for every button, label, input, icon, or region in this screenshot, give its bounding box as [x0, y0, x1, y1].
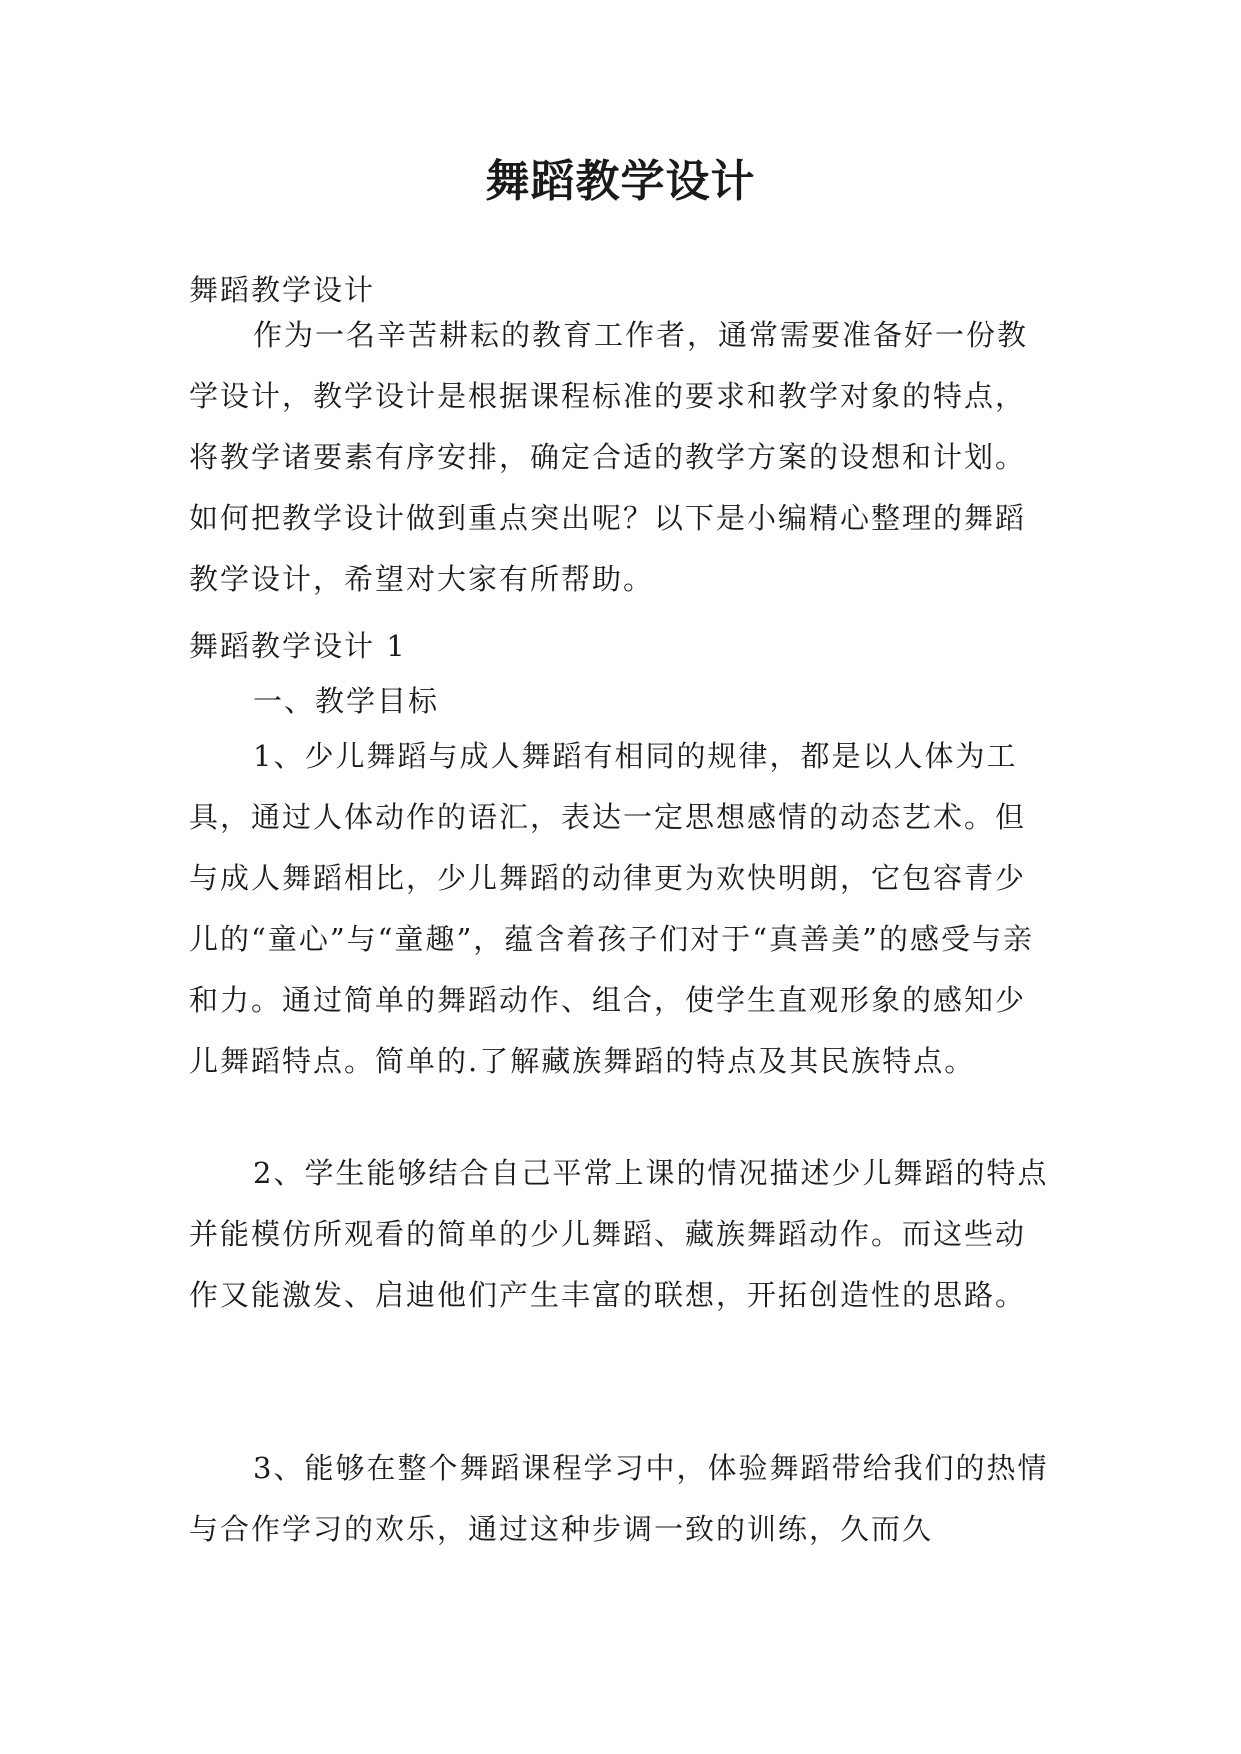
- goal-paragraph-2: 2、学生能够结合自己平常上课的情况描述少儿舞蹈的特点并能模仿所观看的简单的少儿舞蹈、藏族舞蹈动作。而这些动作又能激发、启迪他们产生丰富的联想，开拓创造性的思路。: [189, 1156, 1049, 1312]
- section-heading: 舞蹈教学设计 1: [189, 629, 407, 663]
- intro-paragraph: 作为一名辛苦耕耘的教育工作者，通常需要准备好一份教学设计，教学设计是根据课程标准的要求和教学对象的特点，将教学诸要素有序安排，确定合适的教学方案的设想和计划。如何把教学设计做到重点突出呢？以下是小编精心整理的舞蹈教学设计，希望对大家有所帮助。: [189, 318, 1029, 596]
- goal-paragraph-1: 1、少儿舞蹈与成人舞蹈有相同的规律，都是以人体为工具，通过人体动作的语汇，表达一定思想感情的动态艺术。但与成人舞蹈相比，少儿舞蹈的动律更为欢快明朗，它包容青少儿的“童心”与“童趣”，蕴含着孩子们对于“真善美”的感受与亲和力。通过简单的舞蹈动作、组合，使学生直观形象的感知少儿舞蹈特点。简单的.了解藏族舞蹈的特点及其民族特点。: [189, 739, 1034, 1078]
- goals-heading: 一、教学目标: [253, 684, 440, 718]
- document-subheading: 舞蹈教学设计: [189, 273, 376, 307]
- document-title: 舞蹈教学设计: [485, 156, 756, 207]
- goal-paragraph-3: 3、能够在整个舞蹈课程学习中，体验舞蹈带给我们的热情与合作学习的欢乐，通过这种步调一致的训练，久而久: [189, 1451, 1049, 1546]
